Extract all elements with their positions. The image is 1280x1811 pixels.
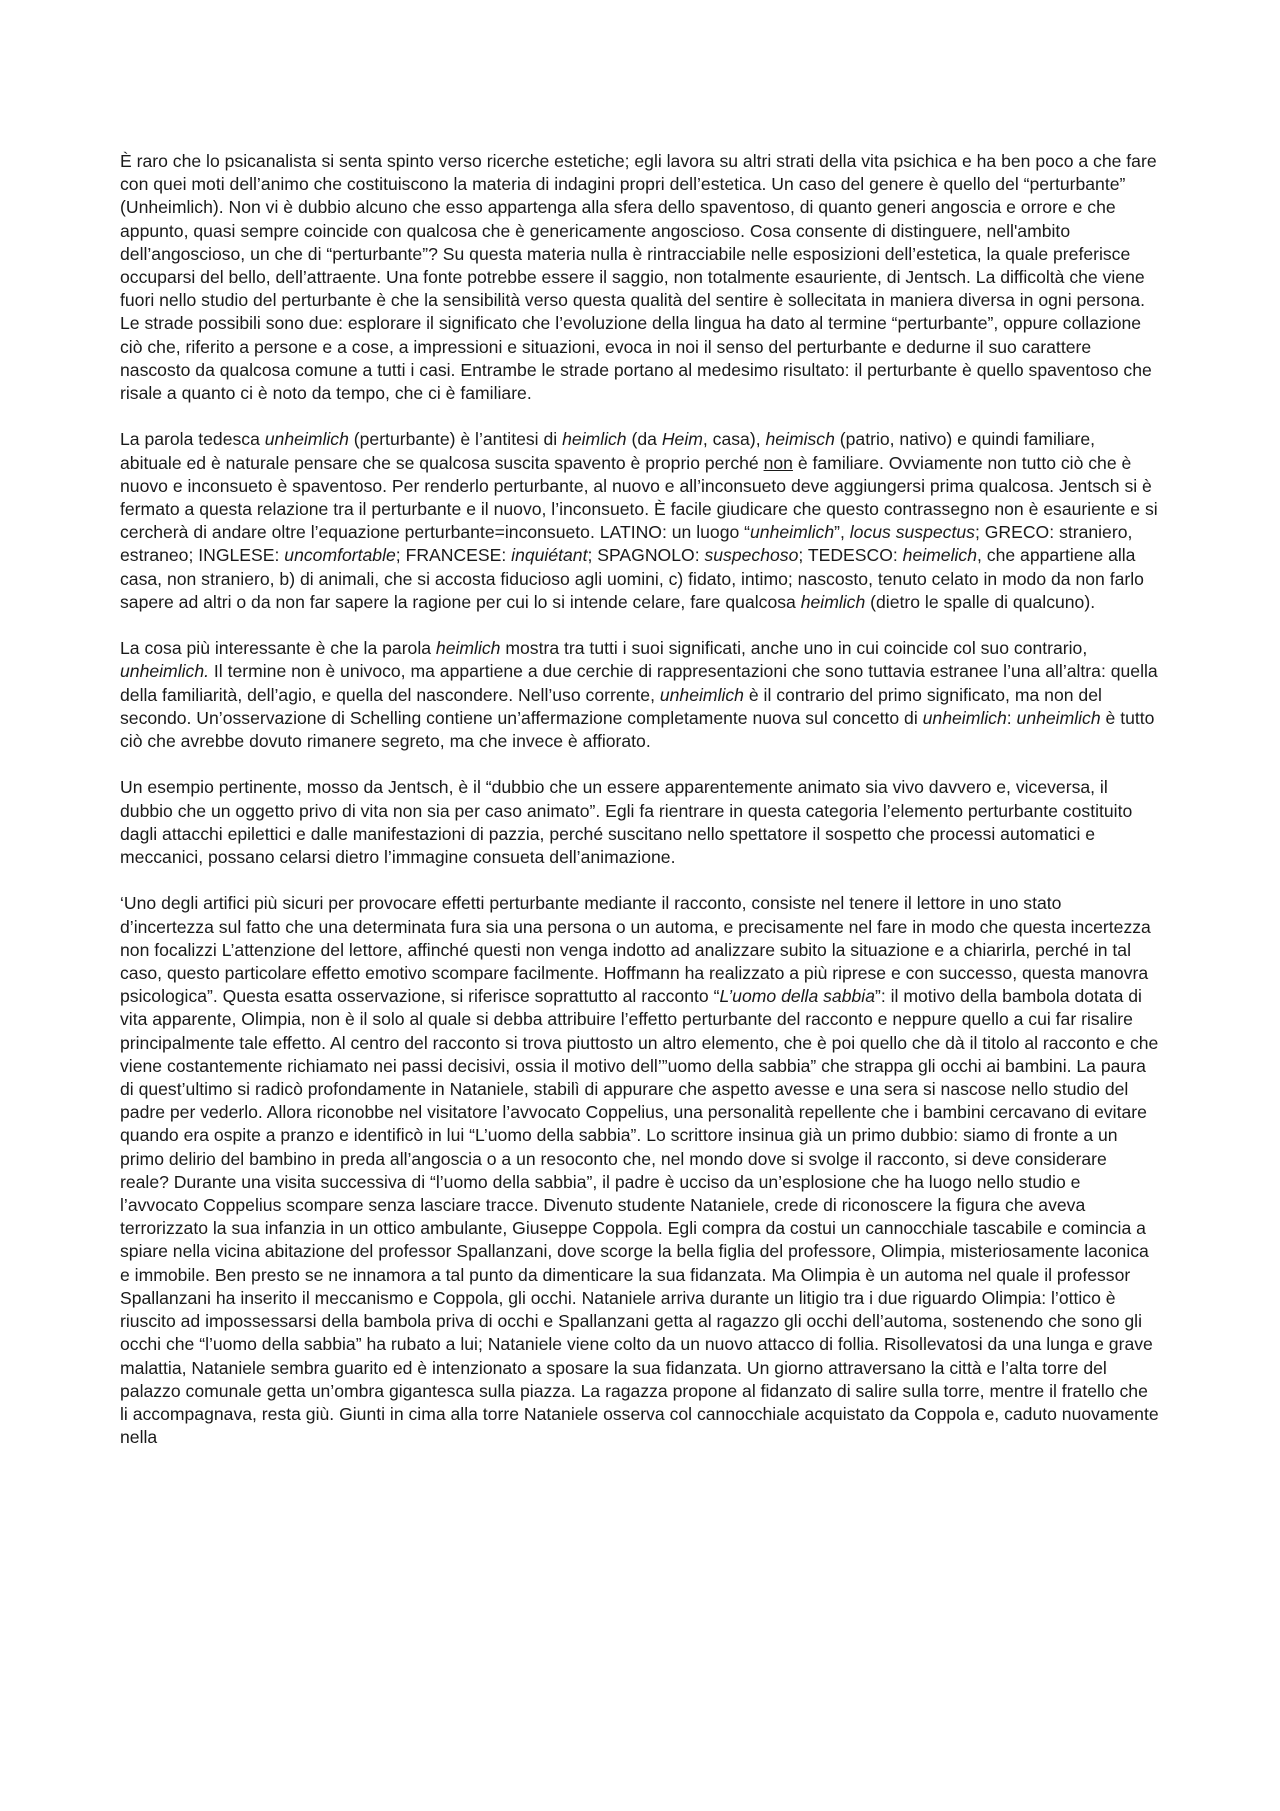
italic-term: uncomfortable [284,545,396,566]
text-run: ‘Uno degli artifici più sicuri per provocare effetti perturbante mediante il racconto, consiste nel tenere il lettore in uno stato d’incertezza sul fatto che una determinata fura sia una persona o un automa, e precisamente nel fare in modo che questa incertezza non focalizzi L’attenzione del lettore, affinché questi non venga indotto ad analizzare subito la situazione e a chiarirla, perché in tal caso, questo particolare effetto emotivo scompare facilmente. Hoffmann ha realizzato a più riprese e con successo, questa manovra psicologica”. Questa esatta osservazione, si riferisce soprattutto al racconto “ [120,893,1151,1007]
text-run: ”: il motivo della bambola dotata di vita apparente, Olimpia, non è il solo al quale si debba attribuire l’effetto perturbante del racconto e neppure quello a cui far risalire principalmente tale effetto. Al centro del racconto si trova piuttosto un altro elemento, che è poi quello che dà il titolo al racconto e che viene costantemente richiamato nei passi decisivi, ossia il motivo dell’”uomo della sabbia” che strappa gli occhi ai bambini. La paura di quest’ultimo si radicò profondamente in Nataniele, stabilì di appurare che aspetto avesse e una sera si nascose nello studio del padre per vederlo. Allora riconobbe nel visitatore l’avvocato Coppelius, una personalità repellente che i bambini cercavano di evitare quando era ospite a pranzo e identificò in lui “L’uomo della sabbia”. Lo scrittore insinua già un primo dubbio: siamo di fronte a un primo delirio del bambino in preda all’angoscia o a un resoconto che, nel mondo dove si svolge il racconto, si deve considerare reale? Durante una visita successiva di “l’uomo della sabbia”, il padre è ucciso da un’esplosione che ha luogo nello studio e l’avvocato Coppelius scompare senza lasciare tracce. Divenuto studente Nataniele, crede di riconoscere la figura che aveva terrorizzato la sua infanzia in un ottico ambulante, Giuseppe Coppola. Egli compra da costui un cannocchiale tascabile e comincia a spiare nella vicina abitazione del professor Spallanzani, dove scorge la bella figlia del professore, Olimpia, misteriosamente laconica e immobile. Ben presto se ne innamora a tal punto da dimenticare la sua fidanzata. Ma Olimpia è un automa nel quale il professor Spallanzani ha inserito il meccanismo e Coppola, gli occhi. Nataniele arriva durante un litigio tra i due riguardo Olimpia: l’ottico è riuscito ad impossessarsi della bambola priva di occhi e Spallanzani getta al ragazzo gli occhi dell’automa, sostenendo che sono gli occhi che “l’uomo della sabbia” ha rubato a lui; Nataniele viene colto da un nuovo attacco di follia. Risollevatosi da una lunga e grave malattia, Nataniele sembra guarito ed è intenzionato a sposare la sua fidanzata. Un giorno attraversano la città e l’alta torre del palazzo comunale getta un’ombra gigantesca sulla piazza. La ragazza propone al fidanzato di salire sulla torre, mentre il fratello che li accompagnava, resta giù. Giunti in cima alla torre Nataniele osserva col cannocchiale acquistato da Coppola e, caduto nuovamente nella [120,986,1159,1448]
paragraph-5 [120,892,1160,1449]
text-run: ”, [834,522,850,543]
text-run: , che appartiene alla casa, non straniero, b) di animali, che si accosta fiducioso agli uomini, c) fidato, intimo; nascosto, tenuto celato in modo da non farlo sapere ad altri o da non far sapere la ragione per cui lo si intende celare, fare qualcosa [120,545,1144,612]
text-run: (patrio, nativo) e quindi familiare, abituale ed è naturale pensare che se qualcosa suscita spavento è proprio perché [120,429,1096,473]
text-run: Il termine non è univoco, ma appartiene a due cerchie di rappresentazioni che sono tuttavia estranee l’una all’altra: quella della familiarità, dell’agio, e quella del nascondere. Nell’uso corrente, [120,661,1158,705]
text-run: ; SPAGNOLO: [587,545,705,566]
text-run: ; GRECO: straniero, estraneo; INGLESE: [120,522,1133,566]
text-run: È raro che lo psicanalista si senta spinto verso ricerche estetiche; egli lavora su altri strati della vita psichica e ha ben poco a che fare con quei moti dell’animo che costituiscono la materia di indagini propri dell’estetica. Un caso del genere è quello del “perturbante” (Unheimlich). Non vi è dubbio alcuno che esso appartenga alla sfera dello spaventoso, di quanto generi angoscia e orrore e che appunto, quasi sempre coincide con qualcosa che è genericamente angoscioso. Cosa consente di distinguere, nell'ambito dell’angoscioso, un che di “perturbante”? Su questa materia nulla è rintracciabile nelle esposizioni dell’estetica, la quale preferisce occuparsi del bello, dell’attraente. Una fonte potrebbe essere il saggio, non totalmente esauriente, di Jentsch. La difficoltà che viene fuori nello studio del perturbante è che la sensibilità verso questa qualità del sentire è sollecitata in maniera diversa in ogni persona. Le strade possibili sono due: esplorare il significato che l’evoluzione della lingua ha dato al termine “perturbante”, oppure collazione ciò che, riferito a persone e a cose, a impressioni e situazioni, evoca in noi il senso del perturbante e dedurne il suo carattere nascosto da qualcosa comune a tutti i casi. Entrambe le strade portano al medesimo risultato: il perturbante è quello spaventoso che risale a quanto ci è noto da tempo, che ci è familiare. [120,151,1157,404]
text-run: ; FRANCESE: [395,545,512,566]
italic-term: heimlich [800,591,866,612]
text-run: : [1006,707,1017,728]
paragraph-3 [120,637,1160,753]
italic-term: heimlich [435,638,501,659]
text-run: ; TEDESCO: [798,545,903,566]
text-run: (perturbante) è l’antitesi di [348,429,563,450]
italic-term: locus suspectus [849,522,975,543]
italic-term: heimelich [902,545,977,566]
italic-term: unheimlich [750,522,835,543]
italic-term: inquiétant [511,545,588,566]
italic-term: suspechoso [704,545,799,566]
text-run: Un esempio pertinente, mosso da Jentsch, è il “dubbio che un essere apparentemente animato sia vivo davvero e, viceversa, il dubbio che un oggetto privo di vita non sia per caso animato”. Egli fa rientrare in questa categoria l’elemento perturbante costituito dagli attacchi epilettici e dalle manifestazioni di pazzia, perché suscitano nello spettatore il sospetto che processi automatici e meccanici, possano celarsi dietro l’immagine consueta dell’animazione. [120,777,1133,868]
italic-term: unheimlich. [120,661,209,682]
paragraph-1 [120,150,1160,405]
text-run: è tutto ciò che avrebbe dovuto rimanere segreto, ma che invece è affiorato. [120,707,1155,752]
text-run: La cosa più interessante è che la parola [120,638,436,659]
italic-term: unheimlich [922,707,1007,728]
paragraph-2 [120,428,1160,614]
italic-term: Heim [661,429,703,450]
text-run: (da [626,429,662,450]
italic-term: unheimlich [264,429,349,450]
italic-term: unheimlich [659,684,744,705]
italic-term: heimlich [562,429,627,450]
italic-term: L’uomo della sabbia [719,986,875,1007]
paragraph-4 [120,776,1160,869]
italic-term: heimisch [765,429,835,450]
text-run: La parola tedesca [120,429,265,450]
text-run: (dietro le spalle di qualcuno). [865,591,1096,612]
text-run: è familiare. Ovviamente non tutto ciò che è nuovo e inconsueto è spaventoso. Per renderlo perturbante, al nuovo e all’inconsueto deve aggiungersi prima qualcosa. Jentsch si è fermato a questa relazione tra il perturbante e il nuovo, l’inconsueto. È facile giudicare che questo contrassegno non è esauriente e si cercherà di andare oltre l’equazione perturbante=inconsueto. LATINO: un luogo “ [120,452,1158,543]
text-run: , casa), [702,429,766,450]
text-run: è il contrario del primo significato, ma non del secondo. Un’osservazione di Schelling contiene un’affermazione completamente nuova sul concetto di [120,684,1102,728]
italic-term: unheimlich [1016,707,1101,728]
underlined-text: non [763,452,793,473]
text-run: mostra tra tutti i suoi significati, anche uno in cui coincide col suo contrario, [500,638,1088,659]
document-body [120,150,1160,1473]
